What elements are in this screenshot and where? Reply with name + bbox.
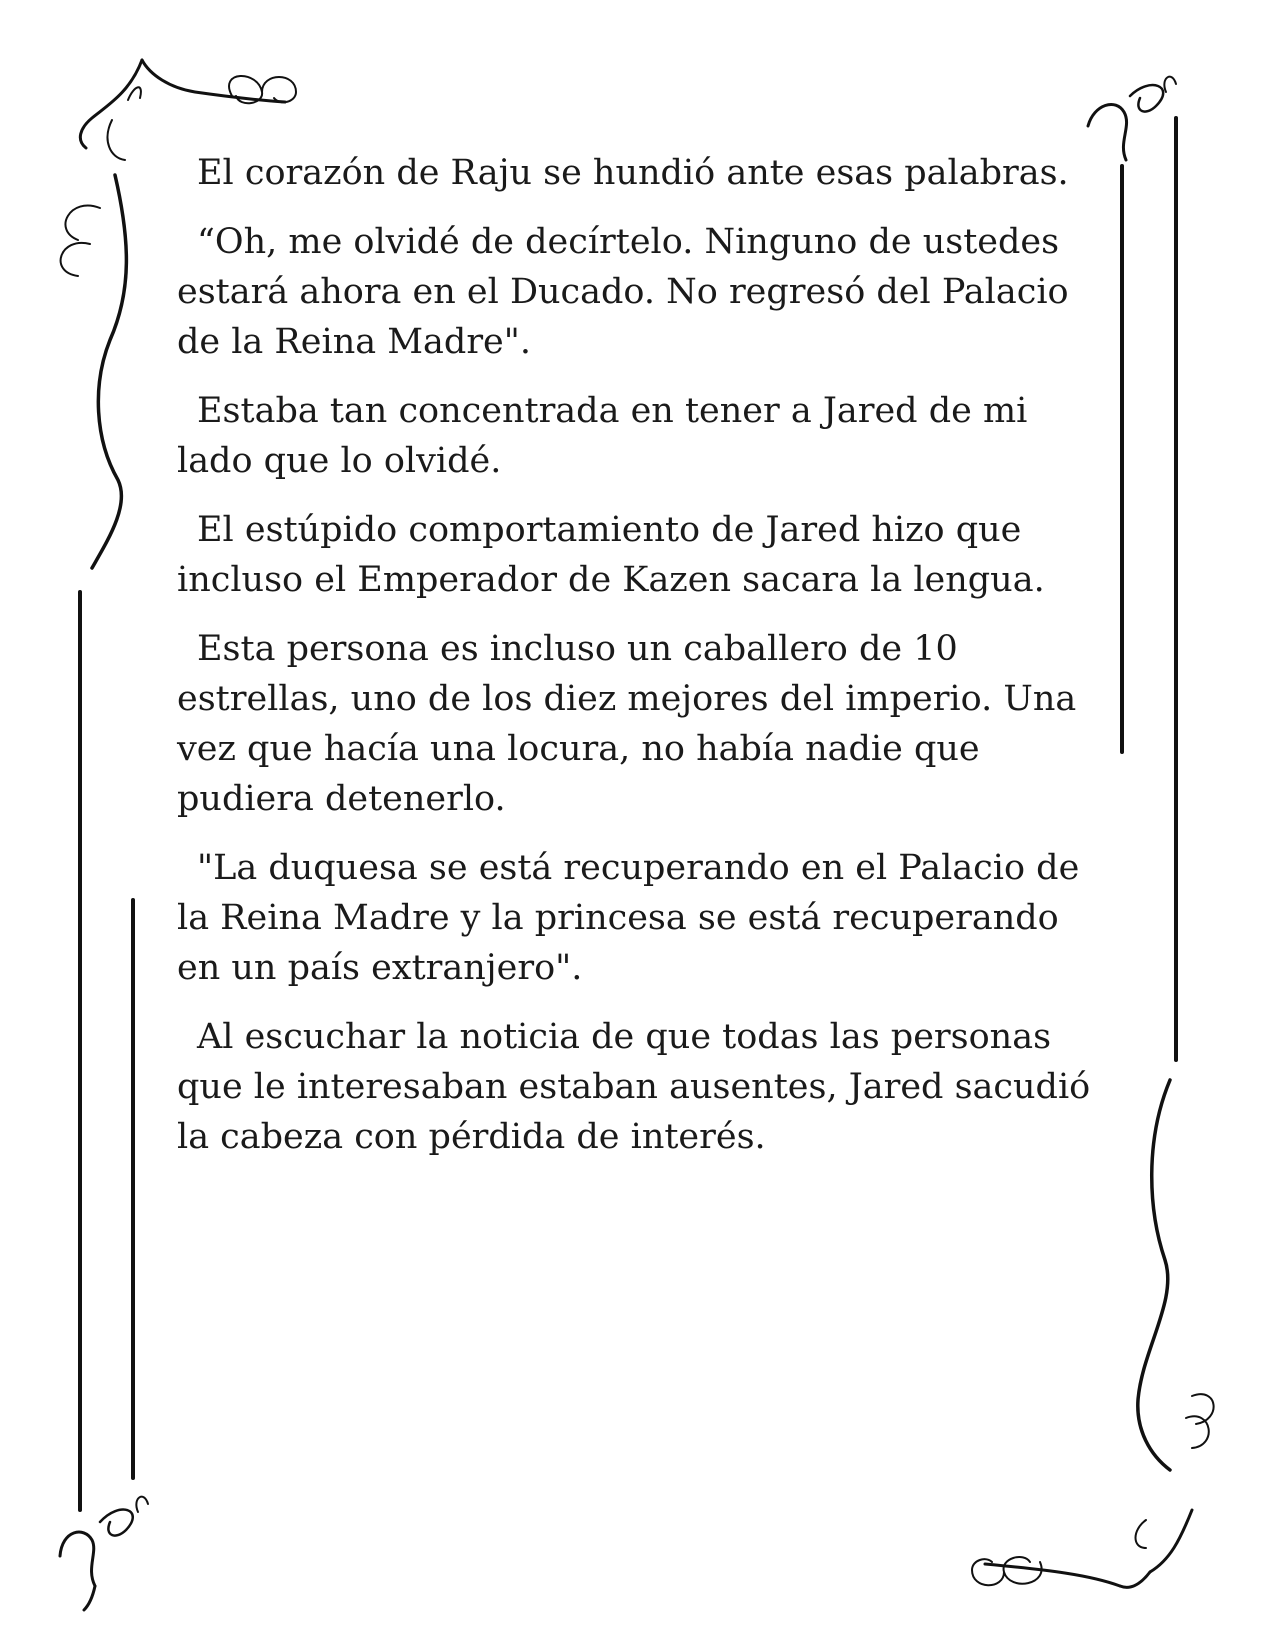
paragraph-3: Estaba tan concentrada en tener a Jared de mi lado que lo olvidé.: [177, 391, 1028, 481]
paragraph-7: Al escuchar la noticia de que todas las personas que le interesaban estaban ausentes, Jared sacudió la cabeza con pérdida de interés.: [177, 1017, 1091, 1157]
paragraph-1: El corazón de Raju se hundió ante esas palabras.: [197, 153, 1069, 193]
bottom-left-flourish-icon: [60, 1497, 148, 1610]
document-body: [177, 148, 1107, 1181]
paragraph-2: “Oh, me olvidé de decírtelo. Ninguno de ustedes estará ahora en el Ducado. No regresó del Palacio de la Reina Madre".: [177, 222, 1069, 362]
paragraph-5: Esta persona es incluso un caballero de 10 estrellas, uno de los diez mejores del imperio. Una vez que hacía una locura, no había nadie que pudiera detenerlo.: [177, 629, 1077, 819]
paragraph-6: "La duquesa se está recuperando en el Palacio de la Reina Madre y la princesa se está recuperando en un país extranjero".: [177, 848, 1080, 988]
paragraph-4: El estúpido comportamiento de Jared hizo que incluso el Emperador de Kazen sacara la lengua.: [177, 510, 1045, 600]
